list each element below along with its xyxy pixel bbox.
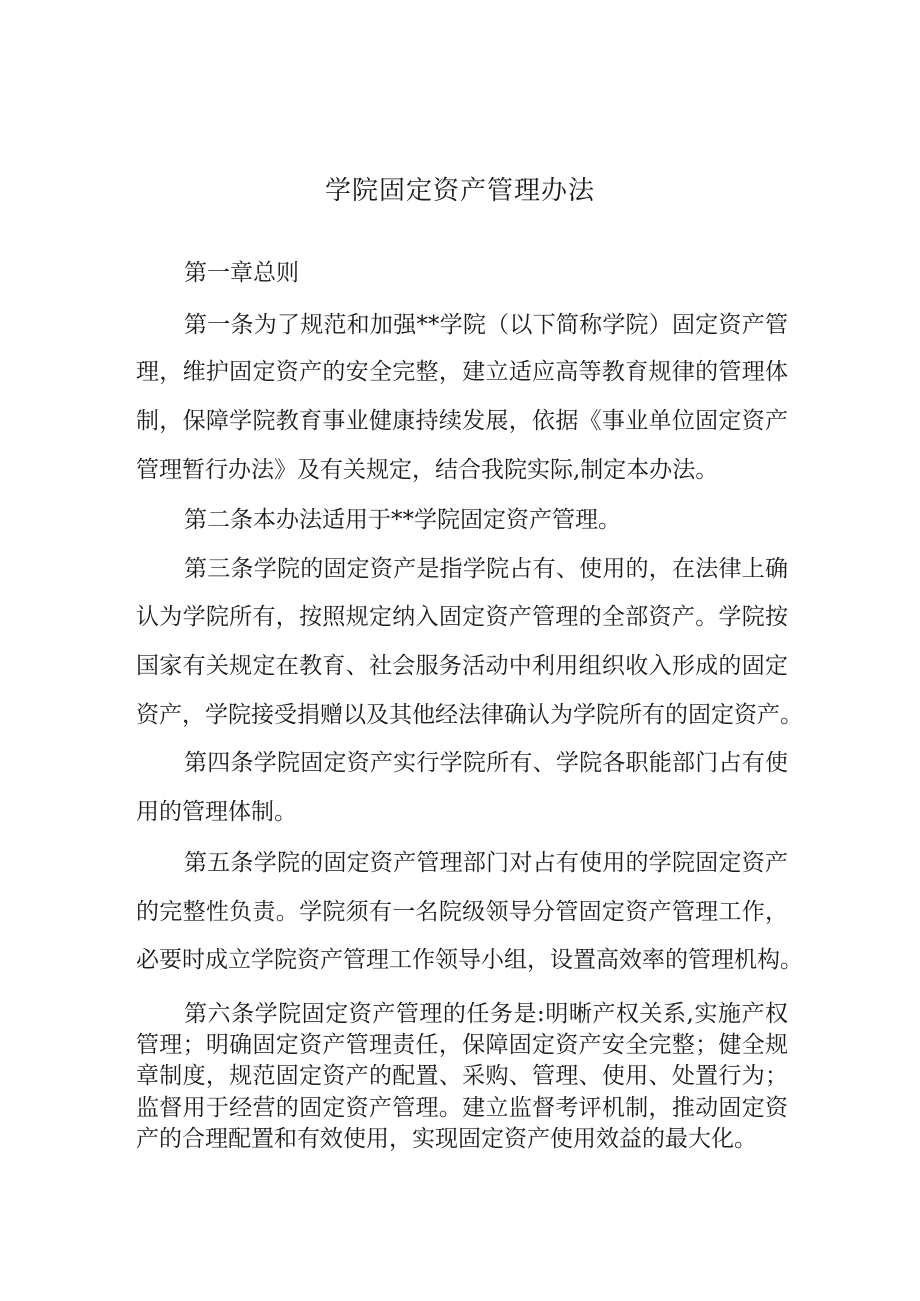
article-6-line-4: 监督用于经营的固定资产管理。建立监督考评机制，推动固定资 — [136, 1095, 788, 1121]
article-2-line-1: 第二条本办法适用于**学院固定资产管理。 — [184, 507, 621, 533]
article-4-line-2: 用的管理体制。 — [136, 799, 297, 825]
chapter-heading: 第一章总则 — [184, 260, 299, 286]
document-title: 学院固定资产管理办法 — [324, 176, 595, 206]
article-5-line-3: 必要时成立学院资产管理工作领导小组，设置高效率的管理机构。 — [136, 947, 803, 973]
article-6-line-3: 章制度，规范固定资产的配置、采购、管理、使用、处置行为； — [136, 1063, 788, 1089]
article-3-line-3: 国家有关规定在教育、社会服务活动中利用组织收入形成的固定 — [136, 653, 788, 679]
article-5-line-1: 第五条学院的固定资产管理部门对占有使用的学院固定资产 — [184, 850, 788, 876]
article-6-line-5: 产的合理配置和有效使用，实现固定资产使用效益的最大化。 — [136, 1126, 757, 1152]
article-1-line-4: 管理暂行办法》及有关规定，结合我院实际,制定本办法。 — [136, 457, 719, 483]
article-3-line-4: 资产，学院接受捐赠以及其他经法律确认为学院所有的固定资产。 — [136, 702, 803, 728]
article-6-line-2: 管理；明确固定资产管理责任，保障固定资产安全完整；健全规 — [136, 1032, 788, 1058]
article-3-line-1: 第三条学院的固定资产是指学院占有、使用的，在法律上确 — [184, 556, 788, 582]
article-1-line-3: 制，保障学院教育事业健康持续发展，依据《事业单位固定资产 — [136, 408, 788, 434]
article-1-line-1: 第一条为了规范和加强**学院（以下简称学院）固定资产管 — [184, 312, 788, 338]
article-4-line-1: 第四条学院固定资产实行学院所有、学院各职能部门占有使 — [184, 750, 788, 776]
article-5-line-2: 的完整性负责。学院须有一名院级领导分管固定资产管理工作， — [136, 899, 788, 925]
article-1-line-2: 理，维护固定资产的安全完整，建立适应高等教育规律的管理体 — [136, 359, 788, 385]
article-6-line-1: 第六条学院固定资产管理的任务是:明晰产权关系,实施产权 — [184, 1001, 788, 1027]
article-3-line-2: 认为学院所有，按照规定纳入固定资产管理的全部资产。学院按 — [136, 604, 788, 630]
